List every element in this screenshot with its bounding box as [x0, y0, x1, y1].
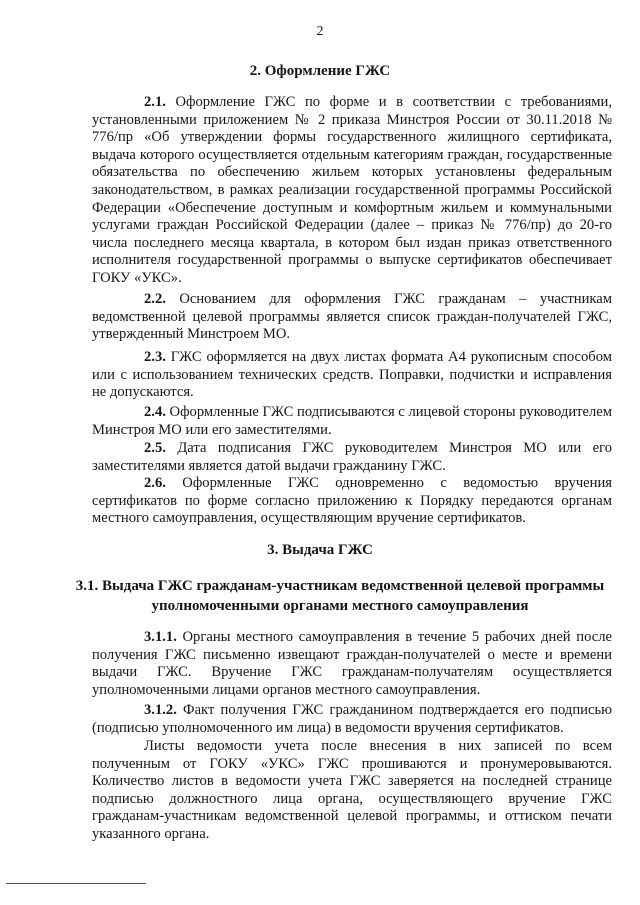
footnote-divider	[6, 883, 146, 884]
paragraph-2-6	[92, 475, 612, 528]
section-2-title: 2. Оформление ГЖС	[249, 63, 391, 79]
paragraph-text: Листы ведомости учета после внесения в них записей по всем полученным от ГОКУ «УКС» ГЖС прошиваются и пронумеровываются. Количество листов в ведомости учета ГЖС заверяется на последней странице подписью должностного лица органа, осуществляющего вручение ГЖС гражданам-участникам ведомственной целевой программы, и оттиском печати указанного органа.	[92, 738, 612, 842]
paragraph-number: 2.4.	[144, 404, 166, 420]
paragraph-text: Оформленные ГЖС одновременно с ведомостью вручения сертификатов по форме согласно приложению к Порядку передаются органам местного самоуправления, осуществляющим вручение сертификатов.	[92, 475, 612, 527]
paragraph-text: Органы местного самоуправления в течение 5 рабочих дней после получения ГЖС письменно извещают граждан-получателей о месте и времени выдачи ГЖС. Вручение ГЖС гражданам-получателям осуществляется уполномоченными лицами органов местного самоуправления.	[92, 629, 612, 698]
paragraph-text: Дата подписания ГЖС руководителем Минстроя МО или его заместителями является датой выдачи гражданину ГЖС.	[92, 440, 612, 474]
paragraph-number: 2.6.	[144, 475, 166, 491]
paragraph-number: 2.1.	[144, 94, 166, 110]
paragraph-3-1-2	[92, 702, 612, 737]
paragraph-number: 3.1.1.	[144, 629, 177, 645]
paragraph-sheets	[92, 738, 612, 844]
paragraph-2-4	[92, 404, 612, 439]
paragraph-3-1-1	[92, 629, 612, 699]
paragraph-2-3	[92, 349, 612, 402]
paragraph-number: 3.1.2.	[144, 702, 177, 718]
section-3-title: 3. Выдача ГЖС	[267, 542, 373, 558]
paragraph-text: Факт получения ГЖС гражданином подтверждается его подписью (подписью уполномоченного им лица) в ведомости вручения сертификатов.	[92, 702, 612, 736]
paragraph-number: 2.3.	[144, 349, 166, 365]
paragraph-2-5	[92, 440, 612, 475]
paragraph-number: 2.2.	[144, 291, 166, 307]
paragraph-text: Оформленные ГЖС подписываются с лицевой стороны руководителем Минстроя МО или его заместителями.	[92, 404, 612, 438]
paragraph-text: ГЖС оформляется на двух листах формата А4 рукописным способом или с использованием технических средств. Поправки, подчистки и исправления не допускаются.	[92, 349, 612, 401]
paragraph-text: Оформление ГЖС по форме и в соответствии с требованиями, установленными приложением № 2 приказа Минстроя России от 30.11.2018 № 776/пр «Об утверждении формы государственного жилищного сертификата, выдача которого осуществляется отдельным категориям граждан, государственные обязательства по обеспечению жильем которых установлены федеральным законодательством, в рамках реализации государственной программы Российской Федерации «Обеспечение доступным и комфортным жильем и коммунальными услугами граждан Российской Федерации (далее – приказ № 776/пр) до 20-го числа последнего месяца квартала, в котором был издан приказ ответственного исполнителя государственной программы о выпуске сертификатов обеспечивает ГОКУ «УКС».	[92, 94, 612, 286]
paragraph-2-2	[92, 291, 612, 344]
paragraph-number: 2.5.	[144, 440, 166, 456]
section-3-1-title: 3.1. Выдача ГЖС гражданам-участникам ведомственной целевой программы уполномоченными органами местного самоуправления	[75, 578, 605, 614]
page-number: 2	[316, 24, 324, 39]
paragraph-2-1	[92, 94, 612, 288]
paragraph-text: Основанием для оформления ГЖС гражданам – участникам ведомственной целевой программы является список граждан-получателей ГЖС, утвержденный Минстроем МО.	[92, 291, 612, 343]
